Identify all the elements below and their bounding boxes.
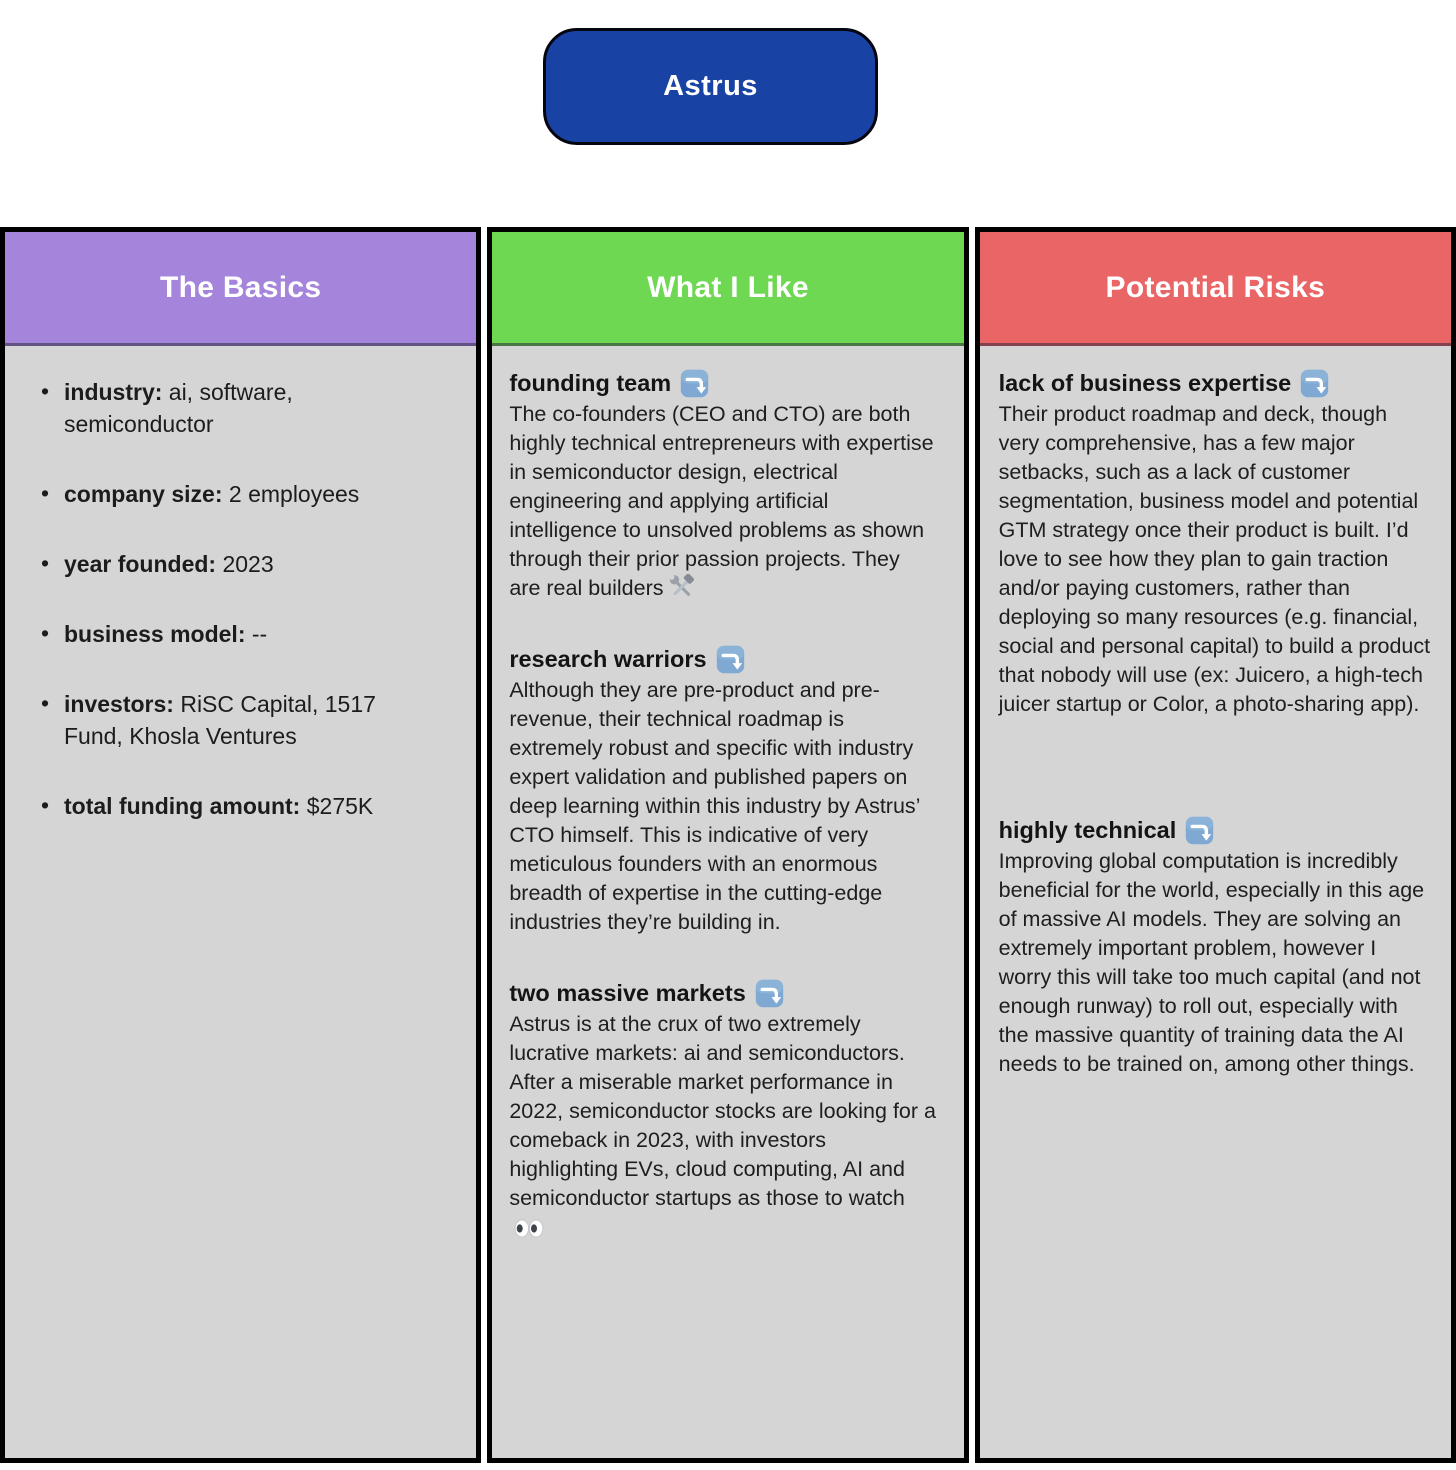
note-body: Although they are pre-product and pre-revenue, their technical roadmap is extremely robust and specific with industry expert validation and published papers on deep learning within this industry by Astrus’ CTO himself. This is indicative of very meticulous founders with an enormous breadth of expertise in the cutting-edge industries they’re building in.	[509, 678, 920, 934]
column-header-likes	[492, 232, 963, 346]
note-body: The co-founders (CEO and CTO) are both highly technical entrepreneurs with expertise in semiconductor design, electrical engineering and applying artificial intelligence to unsolved problems as shown through their prior passion projects. They are real builders	[509, 402, 934, 600]
note-heading: two massive markets	[509, 978, 936, 1009]
column-body-basics	[5, 346, 476, 1458]
list-item-industry: • industry: ai, software, semiconductor	[39, 376, 428, 440]
company-title-box	[543, 28, 878, 145]
note-body: Astrus is at the crux of two extremely lucrative markets: ai and semiconductors. After a miserable market performance in 2022, semiconductor stocks are looking for a comeback in 2023, with investors highlighting EVs, cloud computing, AI and semiconductor startups as those to watch	[509, 1010, 936, 1242]
arrow-curving-down-icon	[1300, 369, 1329, 398]
note-research-warriors	[509, 644, 936, 937]
column-body-likes	[492, 346, 963, 1458]
note-founding-team	[509, 368, 936, 603]
list-item-business-model: • business model: --	[39, 618, 428, 650]
column-title: Potential Risks	[1105, 270, 1326, 304]
note-two-massive-markets	[509, 978, 936, 1242]
column-header-basics	[5, 232, 476, 346]
note-body: Their product roadmap and deck, though very comprehensive, has a few major setbacks, such as a lack of customer segmentation, business model and potential GTM strategy once their product is built. I’d love to see how they plan to gain traction and/or paying customers, rather than deploying so many resources (e.g. financial, social and personal capital) to build a product that nobody will use (ex: Juicero, a high-tech juicer startup or Color, a photo-sharing app).	[998, 402, 1431, 716]
column-header-risks	[980, 232, 1451, 346]
note-heading: founding team	[509, 368, 936, 399]
list-item-total-funding: • total funding amount: $275K	[39, 790, 428, 822]
column-title: What I Like	[647, 270, 809, 304]
list-item-company-size: • company size: 2 employees	[39, 478, 428, 510]
column-basics	[0, 227, 481, 1463]
columns-container	[0, 227, 1456, 1463]
note-highly-technical	[999, 815, 1433, 1079]
basics-list	[5, 376, 476, 822]
list-item-investors: • investors: RiSC Capital, 1517 Fund, Khosla Ventures	[39, 688, 428, 752]
arrow-curving-down-icon	[1185, 816, 1214, 845]
arrow-curving-down-icon	[716, 645, 745, 674]
note-body: Improving global computation is incredibly beneficial for the world, especially in this age of massive AI models. They are solving an extremely important problem, however I worry this will take too much capital (and not enough runway) to roll out, especially with the massive quantity of training data the AI needs to be trained on, among other things.	[998, 849, 1425, 1076]
list-item-year-founded: • year founded: 2023	[39, 548, 428, 580]
note-heading: lack of business expertise	[999, 368, 1433, 399]
company-name: Astrus	[663, 70, 758, 102]
column-risks	[975, 227, 1456, 1463]
arrow-curving-down-icon	[680, 369, 709, 398]
note-lack-of-business-expertise	[999, 368, 1433, 719]
column-body-risks	[980, 346, 1451, 1458]
column-likes	[487, 227, 968, 1463]
eyes-icon	[514, 1219, 544, 1238]
hammer-wrench-icon	[669, 574, 694, 599]
arrow-curving-down-icon	[755, 979, 784, 1008]
note-heading: highly technical	[999, 815, 1433, 846]
note-heading: research warriors	[509, 644, 936, 675]
column-title: The Basics	[159, 270, 322, 304]
